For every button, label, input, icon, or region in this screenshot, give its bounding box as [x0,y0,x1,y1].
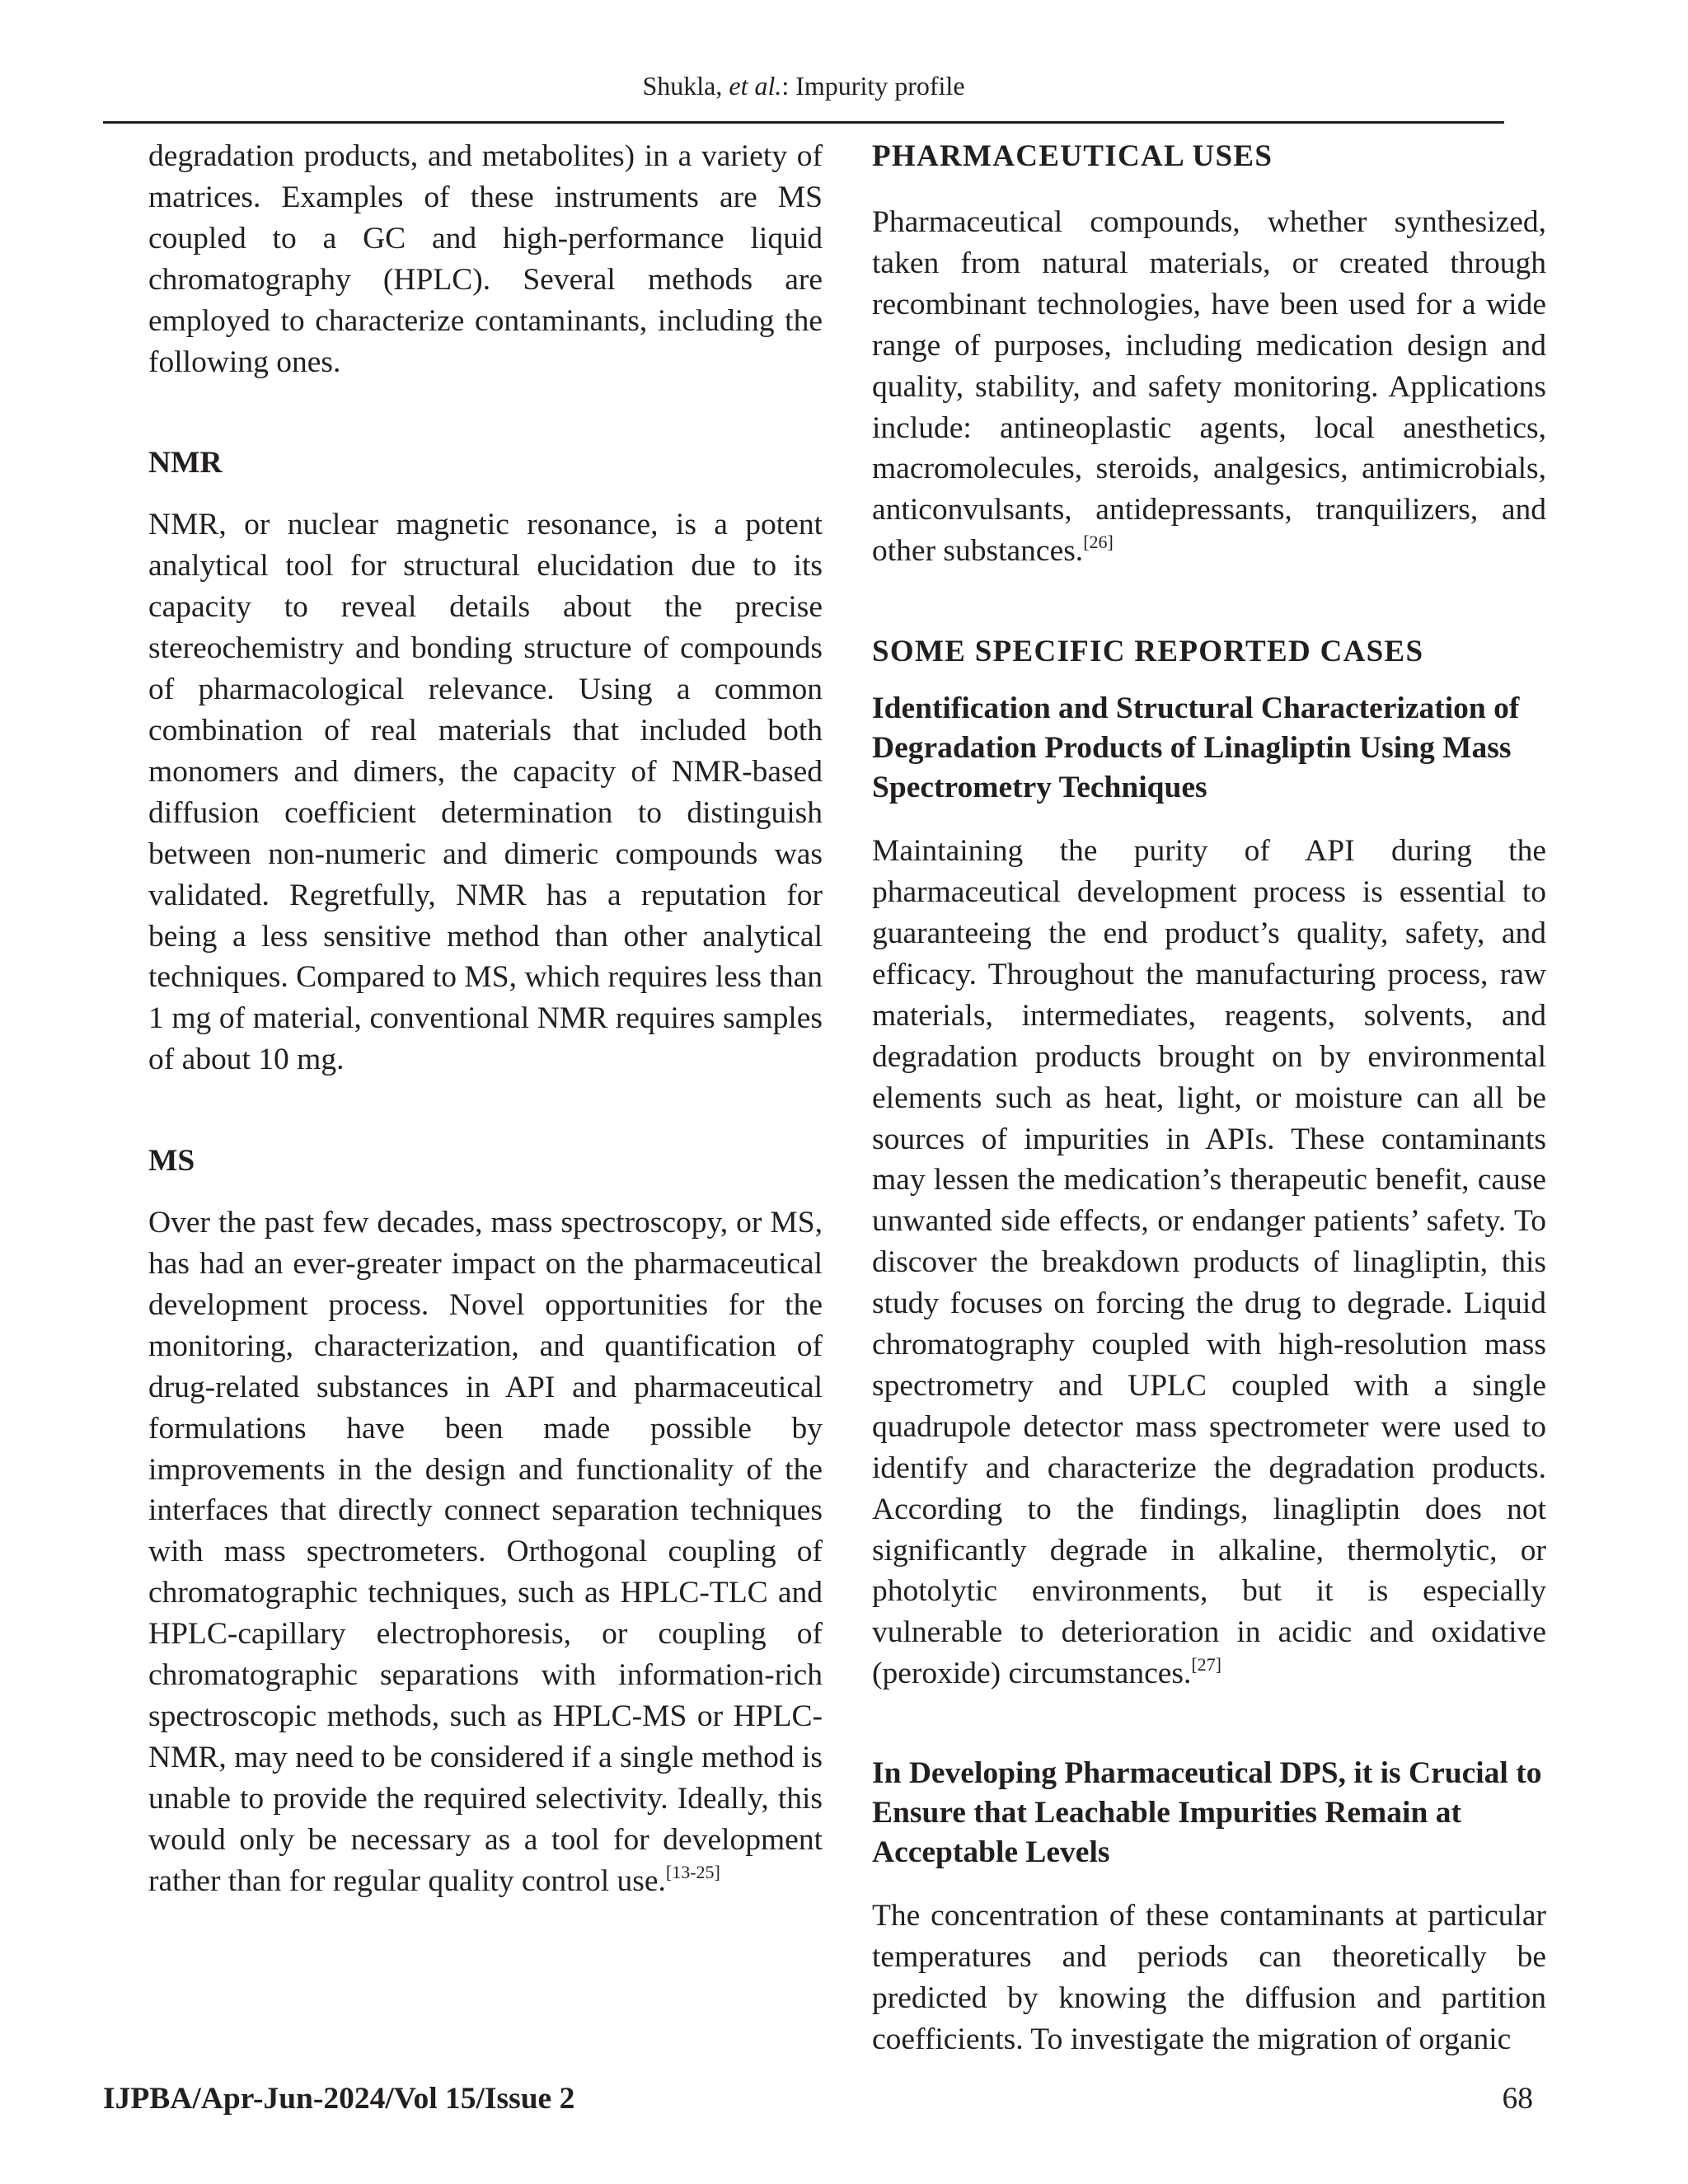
cases-heading: SOME SPECIFIC REPORTED CASES [872,635,1424,669]
running-head [0,69,1607,102]
case2-paragraph: The concentration of these contaminants at particular temperatures and periods can theoretically be predicted by knowing the diffusion and partition coefficients. To investigate the migration of organic [872,1899,1546,2056]
case1-paragraph [872,831,1546,1694]
footer-journal: IJPBA/Apr-Jun-2024/Vol 15/Issue 2 [103,2082,575,2116]
ms-heading: MS [148,1144,195,1179]
intro-paragraph: degradation products, and metabolites) in a variety of matrices. Examples of these instruments are MS coupled to a GC and high-performance liquid chromatography (HPLC). Several methods are employed to characterize contaminants, including the following ones. [148,139,823,379]
nmr-paragraph: NMR, or nuclear magnetic resonance, is a potent analytical tool for structural elucidation due to its capacity to reveal details about the precise stereochemistry and bonding structure of compounds of pharmacological relevance. Using a common combination of real materials that included both monomers and dimers, the capacity of NMR-based diffusion coefficient determination to distinguish between non-numeric and dimeric compounds was validated. Regretfully, NMR has a reputation for being a less sensitive method than other analytical techniques. Compared to MS, which requires less than 1 mg of material, conventional NMR requires samples of about 10 mg. [148,508,823,1077]
pharma-heading: PHARMACEUTICAL USES [872,139,1273,173]
header-rule [103,121,1504,124]
header-etal: et al. [729,71,782,101]
pharma-text: Pharmaceutical compounds, whether synthesized, taken from natural materials, or created through recombinant technologies, have been used for a wide range of purposes, including medication design and quality, stability, and safety monitoring. Applications include: antineoplastic agents, local anesthetics, macromolecules, steroids, analgesics, antimicrobials, anticonvulsants, antidepressants, tranquilizers, and other substances. [872,205,1546,569]
pharma-paragraph [872,202,1546,572]
nmr-heading: NMR [148,446,223,480]
case1-text: Maintaining the purity of API during the pharmaceutical development process is essential to guaranteeing the end product’s quality, safety, and efficacy. Throughout the manufacturing process, raw materials, intermediates, reagents, solvents, and degradation products brought on by environmental elements such as heat, light, or moisture can all be sources of impurities in APIs. These contaminants may lessen the medication’s therapeutic benefit, cause unwanted side effects, or endanger patients’ safety. To discover the breakdown products of linagliptin, this study focuses on forcing the drug to degrade. Liquid chromatography coupled with high-resolution mass spectrometry and UPLC coupled with a single quadrupole detector mass spectrometer were used to identify and characterize the degradation products. According to the findings, linagliptin does not significantly degrade in alkaline, thermolytic, or photolytic environments, but it is especially vulnerable to deterioration in acidic and oxidative (peroxide) circumstances. [872,834,1546,1691]
case2-heading: In Developing Pharmaceutical DPS, it is Crucial to Ensure that Leachable Impurities Remain at Acceptable Levels [872,1756,1542,1870]
ms-text: Over the past few decades, mass spectroscopy, or MS, has had an ever-greater impact on the pharmaceutical development process. Novel opportunities for the monitoring, characterization, and quantification of drug-related substances in API and pharmaceutical formulations have been made possible by improvements in the design and functionality of the interfaces that directly connect separation techniques with mass spectrometers. Orthogonal coupling of chromatographic techniques, such as HPLC-TLC and HPLC-capillary electrophoresis, or coupling of chromatographic separations with information-rich spectroscopic methods, such as HPLC-MS or HPLC-NMR, may need to be considered if a single method is unable to provide the required selectivity. Ideally, this would only be necessary as a tool for development rather than for regular quality control use. [148,1206,823,1898]
left-column [148,136,823,1902]
ms-citation: [13-25] [665,1861,720,1882]
right-column [872,136,1546,2060]
case1-heading: Identification and Structural Characterization of Degradation Products of Linagliptin Using Mass Spectrometry Techniques [872,691,1520,805]
ms-paragraph [148,1202,823,1901]
page-number: 68 [1502,2082,1533,2116]
case1-citation: [27] [1191,1654,1221,1675]
header-topic: : Impurity profile [781,71,965,101]
header-author: Shukla, [642,71,723,101]
pharma-citation: [26] [1083,532,1114,553]
